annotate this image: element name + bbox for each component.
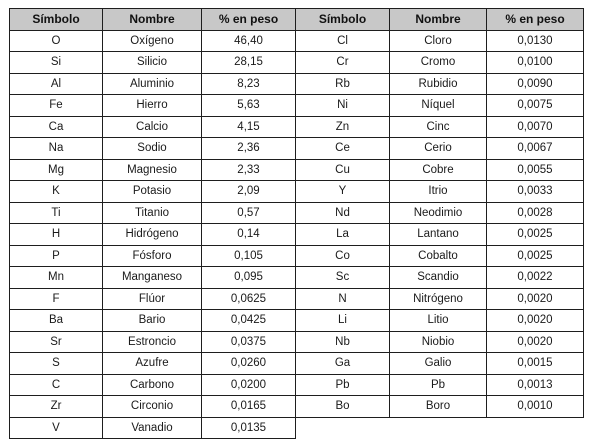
table-row <box>10 73 584 95</box>
cell-name: Magnesio <box>103 159 202 181</box>
cell-weight-percent: 8,23 <box>202 73 296 95</box>
cell-name: Bario <box>103 310 202 332</box>
cell-weight-percent: 2,33 <box>202 159 296 181</box>
cell-name: Neodimio <box>390 202 487 224</box>
cell-name: Litio <box>390 310 487 332</box>
cell-symbol: Co <box>296 245 390 267</box>
cell-weight-percent: 0,0625 <box>202 288 296 310</box>
cell-name: Titanio <box>103 202 202 224</box>
cell-weight-percent: 0,0020 <box>487 310 584 332</box>
cell-symbol: C <box>10 374 103 396</box>
cell-weight-percent: 0,0070 <box>487 116 584 138</box>
cell-symbol: Li <box>296 310 390 332</box>
cell-weight-percent: 0,0135 <box>202 417 296 439</box>
cell-name: Flúor <box>103 288 202 310</box>
cell-symbol: O <box>10 30 103 52</box>
table-row <box>10 30 584 52</box>
cell-symbol: Pb <box>296 374 390 396</box>
cell-name: Estroncio <box>103 331 202 353</box>
cell-symbol: S <box>10 353 103 375</box>
cell-weight-percent: 0,0130 <box>487 30 584 52</box>
cell-name: Scandio <box>390 267 487 289</box>
cell-weight-percent: 0,0015 <box>487 353 584 375</box>
cell-name: Hidrógeno <box>103 224 202 246</box>
cell-name: Silicio <box>103 52 202 74</box>
cell-symbol: Sc <box>296 267 390 289</box>
table-body <box>10 30 584 439</box>
cell-symbol: Rb <box>296 73 390 95</box>
cell-name: Sodio <box>103 138 202 160</box>
table-row <box>10 374 584 396</box>
cell-weight-percent: 2,09 <box>202 181 296 203</box>
table-row <box>10 181 584 203</box>
cell-symbol: Nd <box>296 202 390 224</box>
cell-symbol: F <box>10 288 103 310</box>
cell-weight-percent: 0,0067 <box>487 138 584 160</box>
table-row <box>10 116 584 138</box>
cell-weight-percent: 0,14 <box>202 224 296 246</box>
cell-name: Cobalto <box>390 245 487 267</box>
cell-symbol: Ti <box>10 202 103 224</box>
cell-name: Galio <box>390 353 487 375</box>
cell-weight-percent: 0,0200 <box>202 374 296 396</box>
cell-symbol: Al <box>10 73 103 95</box>
cell-symbol: Ca <box>10 116 103 138</box>
cell-symbol: Mn <box>10 267 103 289</box>
cell-name: Oxígeno <box>103 30 202 52</box>
cell-symbol: P <box>10 245 103 267</box>
cell-name: Cerio <box>390 138 487 160</box>
cell-symbol: N <box>296 288 390 310</box>
cell-weight-percent: 0,0075 <box>487 95 584 117</box>
cell-name: Cloro <box>390 30 487 52</box>
cell-name: Hierro <box>103 95 202 117</box>
cell-name: Lantano <box>390 224 487 246</box>
cell-symbol: Cu <box>296 159 390 181</box>
cell-weight-percent: 0,0020 <box>487 288 584 310</box>
cell-weight-percent: 28,15 <box>202 52 296 74</box>
cell-weight-percent: 0,57 <box>202 202 296 224</box>
cell-name: Carbono <box>103 374 202 396</box>
table-row <box>10 224 584 246</box>
elements-table <box>9 8 584 439</box>
cell-symbol: K <box>10 181 103 203</box>
cell-weight-percent: 0,0033 <box>487 181 584 203</box>
table-row <box>10 267 584 289</box>
cell-symbol: Si <box>10 52 103 74</box>
cell-name: Níquel <box>390 95 487 117</box>
cell-weight-percent: 0,0260 <box>202 353 296 375</box>
empty-cell <box>487 417 584 439</box>
header-symbol-2: Símbolo <box>296 9 390 31</box>
cell-weight-percent: 0,0010 <box>487 396 584 418</box>
cell-name: Nitrógeno <box>390 288 487 310</box>
header-weight-percent: % en peso <box>202 9 296 31</box>
cell-symbol: Nb <box>296 331 390 353</box>
cell-name: Cromo <box>390 52 487 74</box>
cell-symbol: Ni <box>296 95 390 117</box>
table-row <box>10 95 584 117</box>
cell-name: Niobio <box>390 331 487 353</box>
cell-symbol: Cl <box>296 30 390 52</box>
cell-name: Cobre <box>390 159 487 181</box>
cell-symbol: Mg <box>10 159 103 181</box>
cell-symbol: Ba <box>10 310 103 332</box>
table-row <box>10 138 584 160</box>
cell-symbol: Sr <box>10 331 103 353</box>
cell-weight-percent: 0,0425 <box>202 310 296 332</box>
cell-weight-percent: 0,0013 <box>487 374 584 396</box>
cell-symbol: Y <box>296 181 390 203</box>
cell-name: Boro <box>390 396 487 418</box>
cell-name: Vanadio <box>103 417 202 439</box>
table-row <box>10 245 584 267</box>
cell-name: Pb <box>390 374 487 396</box>
header-symbol: Símbolo <box>10 9 103 31</box>
cell-symbol: V <box>10 417 103 439</box>
table-row <box>10 331 584 353</box>
table-row <box>10 310 584 332</box>
cell-weight-percent: 46,40 <box>202 30 296 52</box>
cell-weight-percent: 0,0375 <box>202 331 296 353</box>
cell-symbol: Zn <box>296 116 390 138</box>
cell-weight-percent: 0,0028 <box>487 202 584 224</box>
cell-name: Rubidio <box>390 73 487 95</box>
cell-name: Calcio <box>103 116 202 138</box>
header-name-2: Nombre <box>390 9 487 31</box>
cell-weight-percent: 0,0165 <box>202 396 296 418</box>
table-row <box>10 396 584 418</box>
cell-symbol: Cr <box>296 52 390 74</box>
cell-symbol: Ga <box>296 353 390 375</box>
empty-cell <box>390 417 487 439</box>
cell-name: Fósforo <box>103 245 202 267</box>
table-row <box>10 52 584 74</box>
cell-symbol: Na <box>10 138 103 160</box>
empty-cell <box>296 417 390 439</box>
cell-weight-percent: 0,0025 <box>487 245 584 267</box>
header-name: Nombre <box>103 9 202 31</box>
cell-name: Itrio <box>390 181 487 203</box>
cell-weight-percent: 5,63 <box>202 95 296 117</box>
cell-weight-percent: 0,0022 <box>487 267 584 289</box>
cell-symbol: Zr <box>10 396 103 418</box>
table-row <box>10 159 584 181</box>
cell-name: Potasio <box>103 181 202 203</box>
cell-weight-percent: 4,15 <box>202 116 296 138</box>
table-row <box>10 288 584 310</box>
cell-symbol: La <box>296 224 390 246</box>
cell-name: Manganeso <box>103 267 202 289</box>
cell-name: Aluminio <box>103 73 202 95</box>
cell-name: Cinc <box>390 116 487 138</box>
cell-symbol: Fe <box>10 95 103 117</box>
table-row <box>10 353 584 375</box>
cell-symbol: Bo <box>296 396 390 418</box>
cell-weight-percent: 0,0020 <box>487 331 584 353</box>
cell-symbol: H <box>10 224 103 246</box>
cell-weight-percent: 0,0090 <box>487 73 584 95</box>
elements-table-container <box>9 8 584 439</box>
cell-weight-percent: 0,105 <box>202 245 296 267</box>
cell-weight-percent: 0,0025 <box>487 224 584 246</box>
cell-weight-percent: 0,0055 <box>487 159 584 181</box>
cell-name: Azufre <box>103 353 202 375</box>
cell-weight-percent: 2,36 <box>202 138 296 160</box>
cell-name: Circonio <box>103 396 202 418</box>
table-row <box>10 202 584 224</box>
cell-weight-percent: 0,0100 <box>487 52 584 74</box>
header-weight-percent-2: % en peso <box>487 9 584 31</box>
cell-weight-percent: 0,095 <box>202 267 296 289</box>
table-header-row <box>10 9 584 31</box>
cell-symbol: Ce <box>296 138 390 160</box>
table-row <box>10 417 584 439</box>
